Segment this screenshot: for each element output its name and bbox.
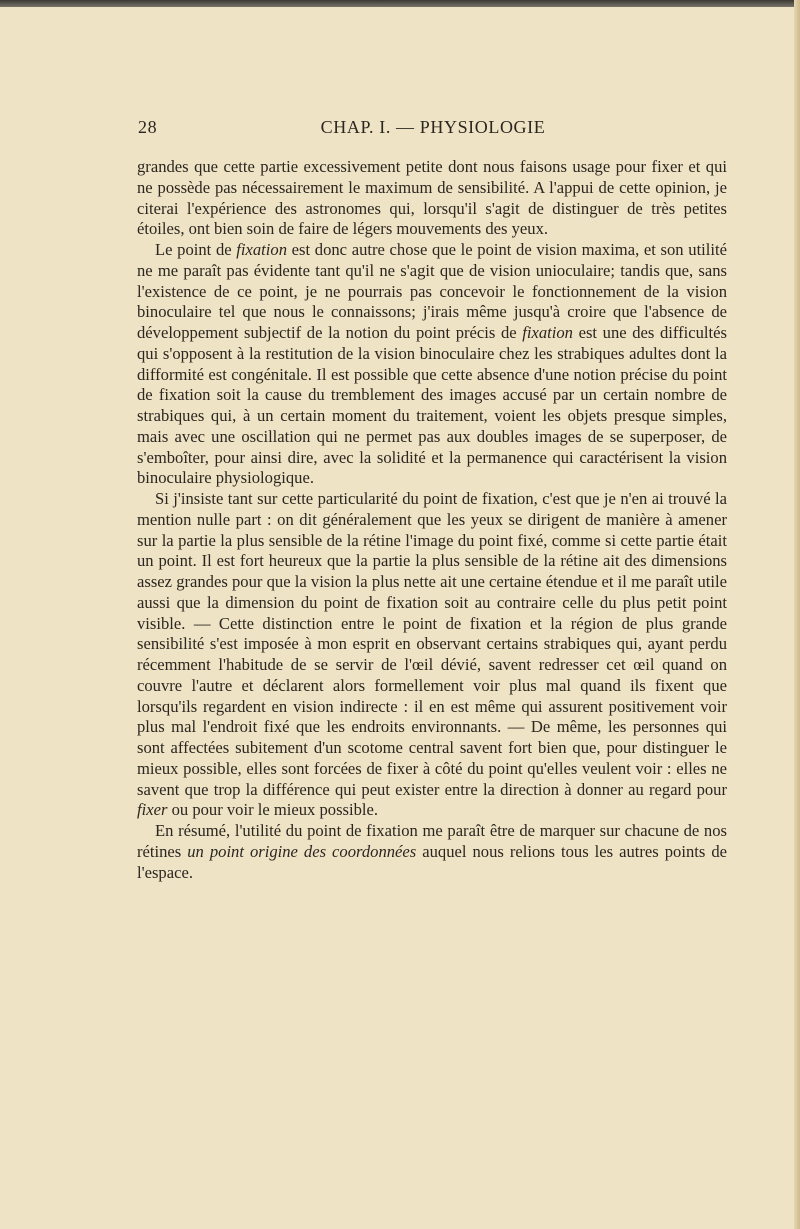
- emphasis-point-origine: un point origine des coordonnées: [187, 841, 417, 861]
- paragraph-3: [137, 489, 727, 821]
- page-right-edge: [794, 0, 800, 1229]
- paragraph-4: [137, 821, 727, 883]
- paragraph-2-text-a: Le point de: [155, 240, 237, 259]
- running-head: CHAP. I. — PHYSIOLOGIE: [320, 117, 546, 137]
- paragraph-2-text-c: est une des difficultés qui s'opposent à la restitution de la vision binoculaire chez les strabiques adultes dont la difformité est congénitale. Il est possible que cette absence d'une notion précise du point de fixation soit la cause du tremblement des images accusé par un certain nombre de strabiques qui, à un certain moment du traitement, voient les objets presque simples, mais avec une oscillation qui ne permet pas aux doubles images de se superposer, de s'emboîter, pour ainsi dire, avec la solidité et la permanence qui caractérisent la vision binoculaire physiologique.: [137, 323, 727, 488]
- emphasis-fixation-1: fixation: [236, 240, 287, 259]
- paragraph-4-text-b: auquel nous relions tous les autres points de l'espace.: [137, 841, 727, 882]
- paragraph-2-text-b: est donc autre chose que le point de vision maxima, et son utilité ne me paraît pas évidente tant qu'il ne s'agit que de vision unioculaire; tandis que, sans l'existence de ce point, je ne pourrais pas concevoir le fonctionnement de la vision binoculaire tel que nous le connaissons; j'irais même jusqu'à croire que l'absence de développement subjectif de la notion du point précis de: [137, 240, 727, 342]
- paragraph-3-text-a: Si j'insiste tant sur cette particularité du point de fixation, c'est que je n'en ai trouvé la mention nulle part : on dit généralement que les yeux se dirigent de manière à amener sur la partie la plus sensible de la rétine l'image du point fixé, comme si cette partie était un point. Il est fort heureux que la partie la plus sensible de la rétine ait des dimensions assez grandes pour que la vision la plus nette ait une certaine étendue et il me paraît utile aussi que la dimension du point de fixation soit au contraire celle du plus petit point visible. — Cette distinction entre le point de fixation et la région de plus grande sensibilité s'est imposée à mon esprit en observant certains strabiques qui, ayant perdu récemment l'habitude de se servir de l'œil dévié, savent redresser cet œil quand on couvre l'autre et déclarent alors formellement voir plus mal quand ils fixent que lorsqu'ils regardent en vision indirecte : il en est même qui assurent positivement voir plus mal l'endroit fixé que les endroits environnants. — De même, les personnes qui sont affectées subitement d'un scotome central savent fort bien que, pour distinguer le mieux possible, elles sont forcées de fixer à côté du point qu'elles veulent voir : elles ne savent que trop la différence qui peut exister entre la direction à donner au regard pour: [137, 489, 727, 799]
- body-text: [137, 157, 727, 883]
- paragraph-4-text-a: En résumé, l'utilité du point de fixation me paraît être de marquer sur chacune de nos rétines: [137, 821, 727, 861]
- page-number: 28: [138, 117, 158, 137]
- page-header: [138, 117, 728, 141]
- page-top-edge: [0, 0, 800, 7]
- emphasis-fixation-2: fixation: [522, 323, 573, 342]
- emphasis-fixer: fixer: [137, 800, 168, 820]
- paragraph-2: [137, 240, 727, 489]
- paragraph-3-text-b: ou pour voir le mieux possible.: [167, 800, 379, 820]
- paragraph-1: grandes que cette partie excessivement petite dont nous faisons usage pour fixer et qui ne possède pas nécessairement le maximum de sensibilité. A l'appui de cette opinion, je citerai l'expérience des astronomes qui, lorsqu'il s'agit de distinguer de très petites étoiles, ont bien soin de faire de légers mouvements des yeux.: [137, 157, 727, 239]
